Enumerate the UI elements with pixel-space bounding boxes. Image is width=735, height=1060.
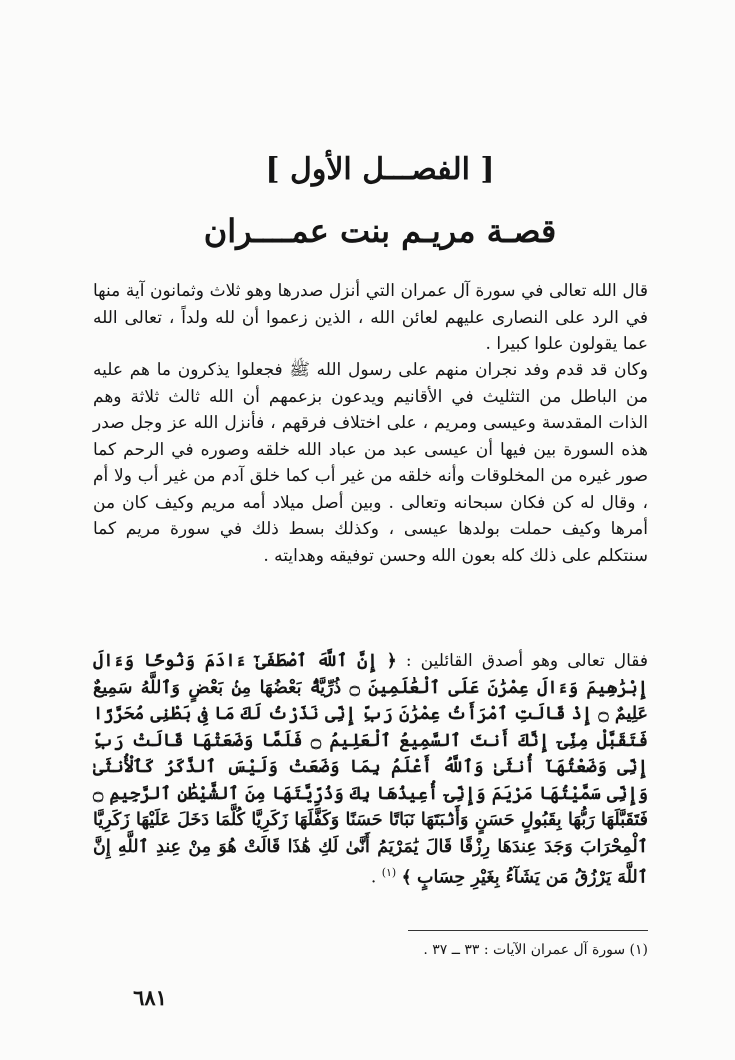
chapter-label: الفصـــل الأول [290,152,470,187]
chapter-close-bracket: ] [265,152,280,187]
quran-verse-text: إِنَّ ٱللَّهَ ٱصْطَفَىٰٓ ءَادَمَ وَنُوحًا وَءَالَ إِبْرَٰهِيمَ وَءَالَ عِمْرَٰنَ عَلَى ٱلْعَٰلَمِينَ ۝ ذُرِّيَّةًۢ بَعْضُهَا مِنۢ بَعْضٍ وَٱللَّهُ سَمِيعٌ عَلِيمٌ ۝ إِذْ قَالَتِ ٱمْرَأَتُ عِمْرَٰنَ رَبِّ إِنِّى نَذَرْتُ لَكَ مَا فِى بَطْنِى مُحَرَّرًا فَتَقَبَّلْ مِنِّىٓ إِنَّكَ أَنتَ ٱلسَّمِيعُ ٱلْعَلِيمُ ۝ فَلَمَّا وَضَعَتْهَا قَالَتْ رَبِّ إِنِّى وَضَعْتُهَآ أُنثَىٰ وَٱللَّهُ أَعْلَمُ بِمَا وَضَعَتْ وَلَيْسَ ٱلذَّكَرُ كَٱلْأُنثَىٰ وَإِنِّى سَمَّيْتُهَا مَرْيَمَ وَإِنِّىٓ أُعِيذُهَا بِكَ وَذُرِّيَّتَهَا مِنَ ٱلشَّيْطَٰنِ ٱلرَّجِيمِ ۝ فَتَقَبَّلَهَا رَبُّهَا بِقَبُولٍ حَسَنٍ وَأَنۢبَتَهَا نَبَاتًا حَسَنًا وَكَفَّلَهَا زَكَرِيَّا كُلَّمَا دَخَلَ عَلَيْهَا زَكَرِيَّا ٱلْمِحْرَابَ وَجَدَ عِندَهَا رِزْقًا قَالَ يَٰمَرْيَمُ أَنَّىٰ لَكِ هَٰذَا قَالَتْ هُوَ مِنْ عِندِ ٱللَّهِ إِنَّ ٱللَّهَ يَرْزُقُ مَن يَشَآءُ بِغَيْرِ حِسَابٍ [93,651,649,888]
chapter-heading [60,150,700,190]
verse-open-bracket: ﴿ [386,651,397,671]
footnote-divider [408,930,648,931]
story-title: قصـة مريـم بنت عمــــران [203,212,557,250]
footnote-marker: (١) [381,866,397,879]
paragraph-najran-delegation: وكان قد قدم وفد نجران منهم على رسول الله ﷺ فجعلوا يذكرون ما هم عليه من الباطل من التثليث في الأقانيم ويدعون بزعمهم أن الله ثالث ثلاثة وهم الذات المقدسة وعيسى ومريم ، على اختلاف فرقهم ، فأنزل الله عز وجل صدر هذه السورة بين فيها أن عيسى عبد من عباد الله خلقه وصوره في الرحم كما صور غيره من المخلوقات وأنه خلقه من غير أب كما خلق آدم من غير أب ولا أم ، وقال له كن فكان سبحانه وتعالى . وبين أصل ميلاد أمه مريم وكيف كان من أمرها وكيف حملت بولدها عيسى ، وكذلك بسط ذلك في سورة مريم كما سنتكلم على ذلك كله بعون الله وحسن توفيقه وهدايته . [93,360,648,566]
page-number: ٦٨١ [133,985,167,1010]
footnote: (١) سورة آل عمران الآيات : ٣٣ ــ ٣٧ . [423,942,648,958]
verse-end-period: . [370,867,377,888]
verse-intro: فقال تعالى وهو أصدق القائلين : [405,651,649,671]
verse-close-bracket: ﴾ [401,867,412,888]
paragraph-intro: قال الله تعالى في سورة آل عمران التي أنزل صدرها وهو ثلاث وثمانون آية منها في الرد على النصارى عليهم لعائن الله ، الذين زعموا أن لله ولداً ، تعالى الله عما يقولون علوا كبيرا . [93,281,648,354]
paragraph-quran-verses [93,648,648,891]
chapter-open-bracket: [ [480,152,495,187]
